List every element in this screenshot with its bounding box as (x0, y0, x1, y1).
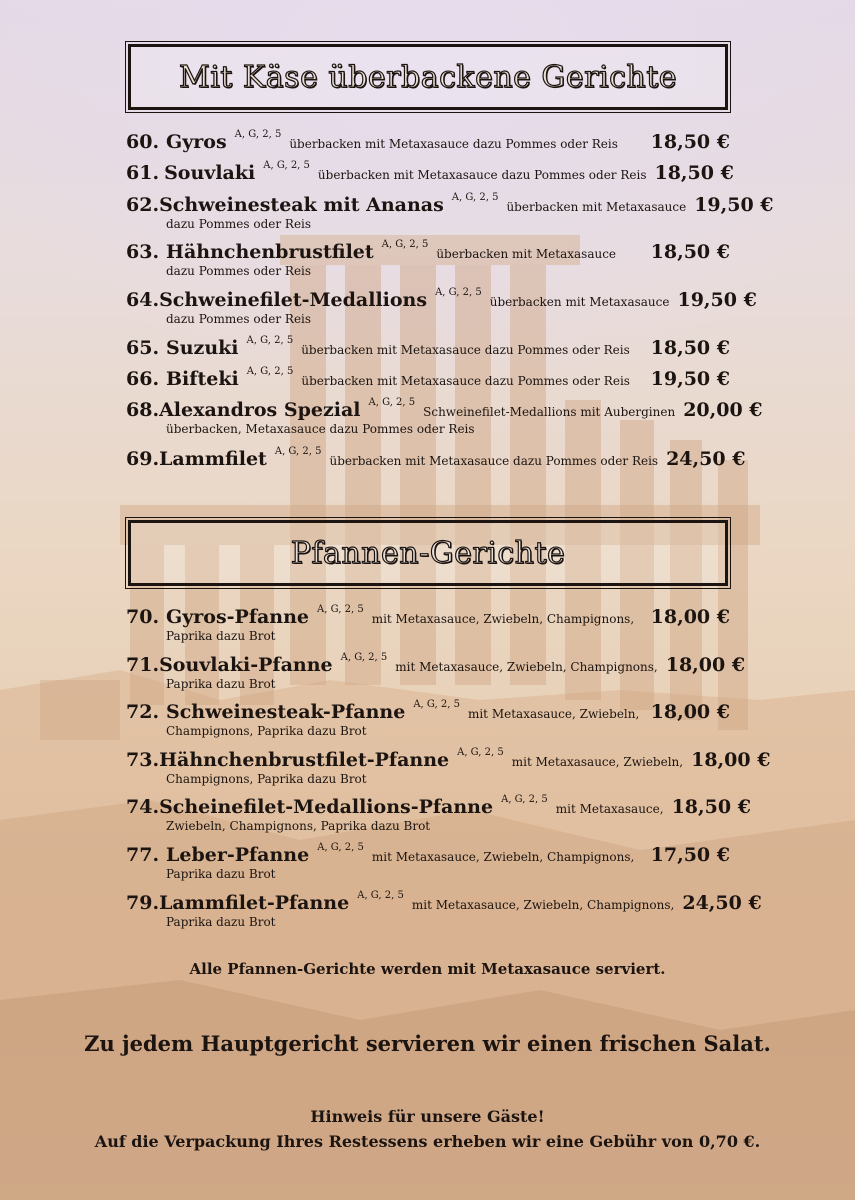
item-price: 19,50 € (650, 368, 730, 390)
item-allergens: A, G, 2, 5 (263, 160, 310, 171)
item-description: überbacken mit Metaxasauce dazu Pommes oder Reis (301, 374, 630, 388)
item-description-continued: Zwiebeln, Champignons, Paprika dazu Brot (166, 819, 431, 833)
item-price: 18,50 € (650, 131, 730, 153)
pfannen-sauce-note: Alle Pfannen-Gerichte werden mit Metaxasauce serviert. (189, 960, 666, 978)
item-allergens: A, G, 2, 5 (451, 192, 499, 203)
item-description: überbacken mit Metaxasauce dazu Pommes oder Reis (329, 454, 659, 468)
item-allergens: A, G, 2, 5 (317, 842, 364, 853)
item-price: 18,00 € (665, 654, 746, 676)
item-allergens: A, G, 2, 5 (234, 129, 282, 140)
item-name: Gyros (166, 131, 227, 153)
item-allergens: A, G, 2, 5 (317, 604, 364, 615)
item-allergens: A, G, 2, 5 (246, 366, 294, 377)
item-name: Gyros-Pfanne (166, 606, 310, 628)
item-description: mit Metaxasauce, Zwiebeln, (511, 755, 684, 769)
item-price: 24,50 € (682, 892, 762, 914)
menu-item-74 (126, 794, 751, 833)
item-number: 66. (126, 368, 160, 390)
item-price: 18,50 € (671, 796, 751, 818)
item-description-continued: Paprika dazu Brot (166, 629, 276, 643)
item-number: 62. (126, 194, 160, 216)
item-allergens: A, G, 2, 5 (274, 446, 322, 457)
item-number: 64. (126, 289, 160, 311)
section-title-text: Mit Käse überbackene Gerichte (178, 59, 678, 95)
item-name: Schweinesteak-Pfanne (166, 701, 406, 723)
item-number: 69. (126, 448, 160, 470)
item-allergens: A, G, 2, 5 (435, 287, 482, 298)
item-number: 71. (126, 654, 160, 676)
item-number: 70. (126, 606, 160, 628)
item-description: überbacken mit Metaxasauce dazu Pommes oder Reis (301, 343, 630, 357)
item-price: 18,50 € (650, 241, 730, 263)
item-price: 18,00 € (691, 749, 771, 771)
item-name: Bifteki (166, 368, 239, 390)
item-number: 73. (126, 749, 160, 771)
item-price: 18,00 € (650, 701, 730, 723)
item-number: 72. (126, 701, 160, 723)
item-price: 18,50 € (654, 162, 734, 184)
item-description-continued: Paprika dazu Brot (166, 867, 276, 881)
item-name: Souvlaki-Pfanne (159, 654, 333, 676)
item-description-continued: Champignons, Paprika dazu Brot (166, 772, 367, 786)
item-number: 79. (126, 892, 160, 914)
item-description: Schweinefilet-Medallions mit Auberginen (423, 405, 676, 419)
item-allergens: A, G, 2, 5 (381, 239, 429, 250)
menu-item-71 (126, 652, 746, 691)
item-description: überbacken mit Metaxasauce dazu Pommes oder Reis (317, 168, 647, 182)
item-allergens: A, G, 2, 5 (413, 699, 460, 710)
menu-item-65 (126, 337, 730, 359)
menu-item-73 (126, 747, 771, 786)
item-name: Hähnchenbrustfilet (166, 241, 374, 263)
item-description: überbacken mit Metaxasauce dazu Pommes oder Reis (289, 137, 618, 151)
item-allergens: A, G, 2, 5 (501, 794, 548, 805)
item-number: 63. (126, 241, 160, 263)
menu-item-79 (126, 890, 762, 929)
item-name: Alexandros Spezial (159, 399, 361, 421)
item-name: Lammfilet-Pfanne (159, 892, 350, 914)
item-description: mit Metaxasauce, Zwiebeln, Champignons, (395, 660, 658, 674)
menu-item-60 (126, 131, 730, 153)
menu-item-68 (126, 397, 763, 436)
item-allergens: A, G, 2, 5 (368, 397, 416, 408)
item-description: überbacken mit Metaxasauce (489, 295, 670, 309)
menu-item-69 (126, 446, 746, 470)
item-allergens: A, G, 2, 5 (457, 747, 504, 758)
item-description-continued: Paprika dazu Brot (166, 677, 276, 691)
item-price: 19,50 € (694, 194, 774, 216)
item-number: 60. (126, 131, 160, 153)
item-description-continued: dazu Pommes oder Reis (166, 217, 312, 231)
section-title-ueberbacken (128, 44, 728, 110)
item-description-continued: Champignons, Paprika dazu Brot (166, 724, 367, 738)
item-name: Schweinefilet-Medallions (159, 289, 428, 311)
item-description: mit Metaxasauce, Zwiebeln, Champignons, (371, 612, 635, 626)
item-number: 74. (126, 796, 160, 818)
item-name: Hähnchenbrustfilet-Pfanne (159, 749, 450, 771)
item-description-continued: dazu Pommes oder Reis (166, 264, 312, 278)
item-allergens: A, G, 2, 5 (246, 335, 294, 346)
item-description: mit Metaxasauce, Zwiebeln, (467, 707, 640, 721)
item-price: 19,50 € (677, 289, 757, 311)
hint-text: Auf die Verpackung Ihres Restessens erheben wir eine Gebühr von 0,70 €. (94, 1132, 761, 1151)
item-number: 65. (126, 337, 160, 359)
item-description: mit Metaxasauce, Zwiebeln, Champignons, (411, 898, 675, 912)
item-description: überbacken mit Metaxasauce (506, 200, 687, 214)
menu-item-66 (126, 368, 730, 390)
salad-note: Zu jedem Hauptgericht servieren wir einen frischen Salat. (84, 1031, 771, 1056)
item-description-continued: überbacken, Metaxasauce dazu Pommes oder Reis (166, 422, 475, 436)
menu-item-77 (126, 844, 730, 881)
item-price: 24,50 € (666, 448, 746, 470)
item-name: Lammfilet (159, 448, 267, 470)
item-name: Scheinefilet-Medallions-Pfanne (159, 796, 494, 818)
item-number: 77. (126, 844, 160, 866)
hint-title: Hinweis für unsere Gäste! (310, 1107, 545, 1126)
item-name: Leber-Pfanne (166, 844, 310, 866)
item-name: Souvlaki (164, 162, 256, 184)
menu-item-63 (126, 241, 730, 278)
section-title-text: Pfannen-Gerichte (290, 535, 566, 571)
item-price: 18,50 € (650, 337, 730, 359)
item-description: überbacken mit Metaxasauce (436, 247, 617, 261)
item-description-continued: dazu Pommes oder Reis (166, 312, 312, 326)
item-name: Suzuki (166, 337, 239, 359)
section-title-pfannen (128, 520, 728, 586)
item-number: 61. (126, 162, 160, 184)
item-name: Schweinesteak mit Ananas (159, 194, 444, 216)
item-price: 18,00 € (650, 606, 730, 628)
menu-item-62 (126, 192, 774, 231)
item-allergens: A, G, 2, 5 (340, 652, 388, 663)
item-number: 68. (126, 399, 160, 421)
menu-item-61 (126, 160, 734, 184)
item-price: 17,50 € (650, 844, 730, 866)
item-price: 20,00 € (683, 399, 763, 421)
menu-item-64 (126, 287, 757, 326)
menu-item-72 (126, 701, 730, 738)
item-description-continued: Paprika dazu Brot (166, 915, 276, 929)
item-allergens: A, G, 2, 5 (357, 890, 404, 901)
menu-item-70 (126, 606, 730, 643)
item-description: mit Metaxasauce, (555, 802, 664, 816)
item-description: mit Metaxasauce, Zwiebeln, Champignons, (371, 850, 635, 864)
